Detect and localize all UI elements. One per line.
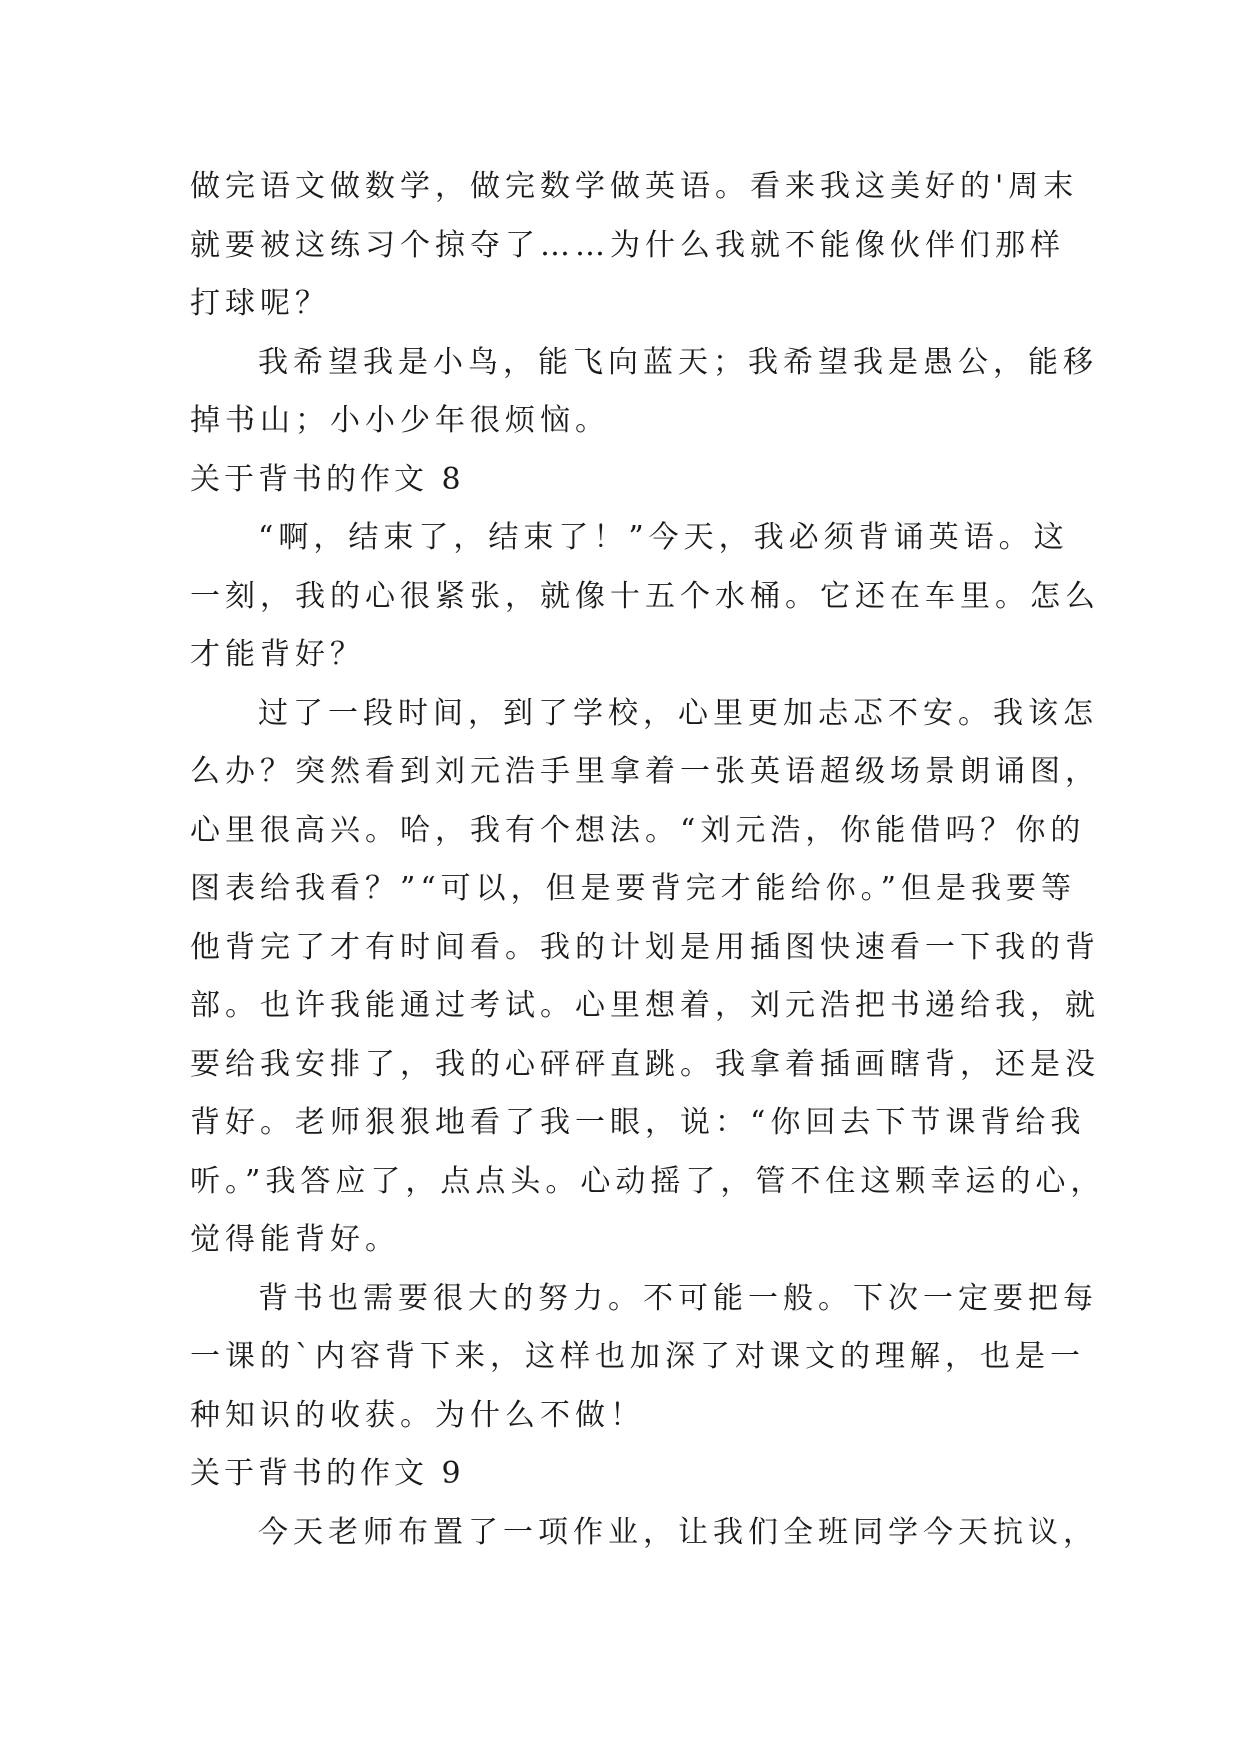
- document-body: [190, 158, 1106, 1562]
- text-line: 一课的`内容背下来，这样也加深了对课文的理解，也是一: [190, 1339, 1085, 1374]
- text-line: 要给我安排了，我的心砰砰直跳。我拿着插画瞎背，还是没: [190, 1046, 1100, 1082]
- text-line: 他背完了才有时间看。我的计划是用插图快速看一下我的背: [190, 929, 1100, 965]
- text-line: 才能背好？: [190, 637, 365, 672]
- section-heading: 关于背书的作文 9: [190, 1456, 465, 1491]
- text-line: 掉书山；小小少年很烦恼。: [190, 403, 610, 438]
- text-line: 做完语文做数学，做完数学做英语。看来我这美好的'周末: [190, 169, 1079, 204]
- text-line: 就要被这练习个掠夺了……为什么我就不能像伙伴们那样: [190, 227, 1065, 263]
- text-line: 打球呢？: [190, 286, 330, 321]
- paragraph-first-line: 今天老师布置了一项作业，让我们全班同学今天抗议，: [258, 1514, 1098, 1550]
- text-line: 听。”我答应了，点点头。心动摇了，管不住这颗幸运的心，: [190, 1163, 1106, 1199]
- text-line: 心里很高兴。哈，我有个想法。“刘元浩，你能借吗？你的: [190, 812, 1086, 848]
- paragraph-first-line: 过了一段时间，到了学校，心里更加忐忑不安。我该怎: [258, 695, 1098, 731]
- text-line: 图表给我看？”“可以，但是要背完才能给你。”但是我要等: [190, 871, 1077, 906]
- text-line: 么办？突然看到刘元浩手里拿着一张英语超级场景朗诵图，: [190, 754, 1100, 789]
- section-heading: 关于背书的作文 8: [190, 461, 465, 497]
- text-line: 种知识的收获。为什么不做！: [190, 1397, 645, 1433]
- text-line: 部。也许我能通过考试。心里想着，刘元浩把书递给我，就: [190, 988, 1100, 1023]
- paragraph-first-line: “啊，结束了，结束了！”今天，我必须背诵英语。这: [258, 520, 1069, 555]
- text-line: 背好。老师狠狠地看了我一眼，说：“你回去下节课背给我: [190, 1105, 1086, 1140]
- text-line: 觉得能背好。: [190, 1222, 400, 1257]
- paragraph-first-line: 我希望我是小鸟，能飞向蓝天；我希望我是愚公，能移: [258, 344, 1098, 380]
- paragraph-first-line: 背书也需要很大的努力。不可能一般。下次一定要把每: [258, 1280, 1098, 1316]
- text-line: 一刻，我的心很紧张，就像十五个水桶。它还在车里。怎么: [190, 578, 1100, 614]
